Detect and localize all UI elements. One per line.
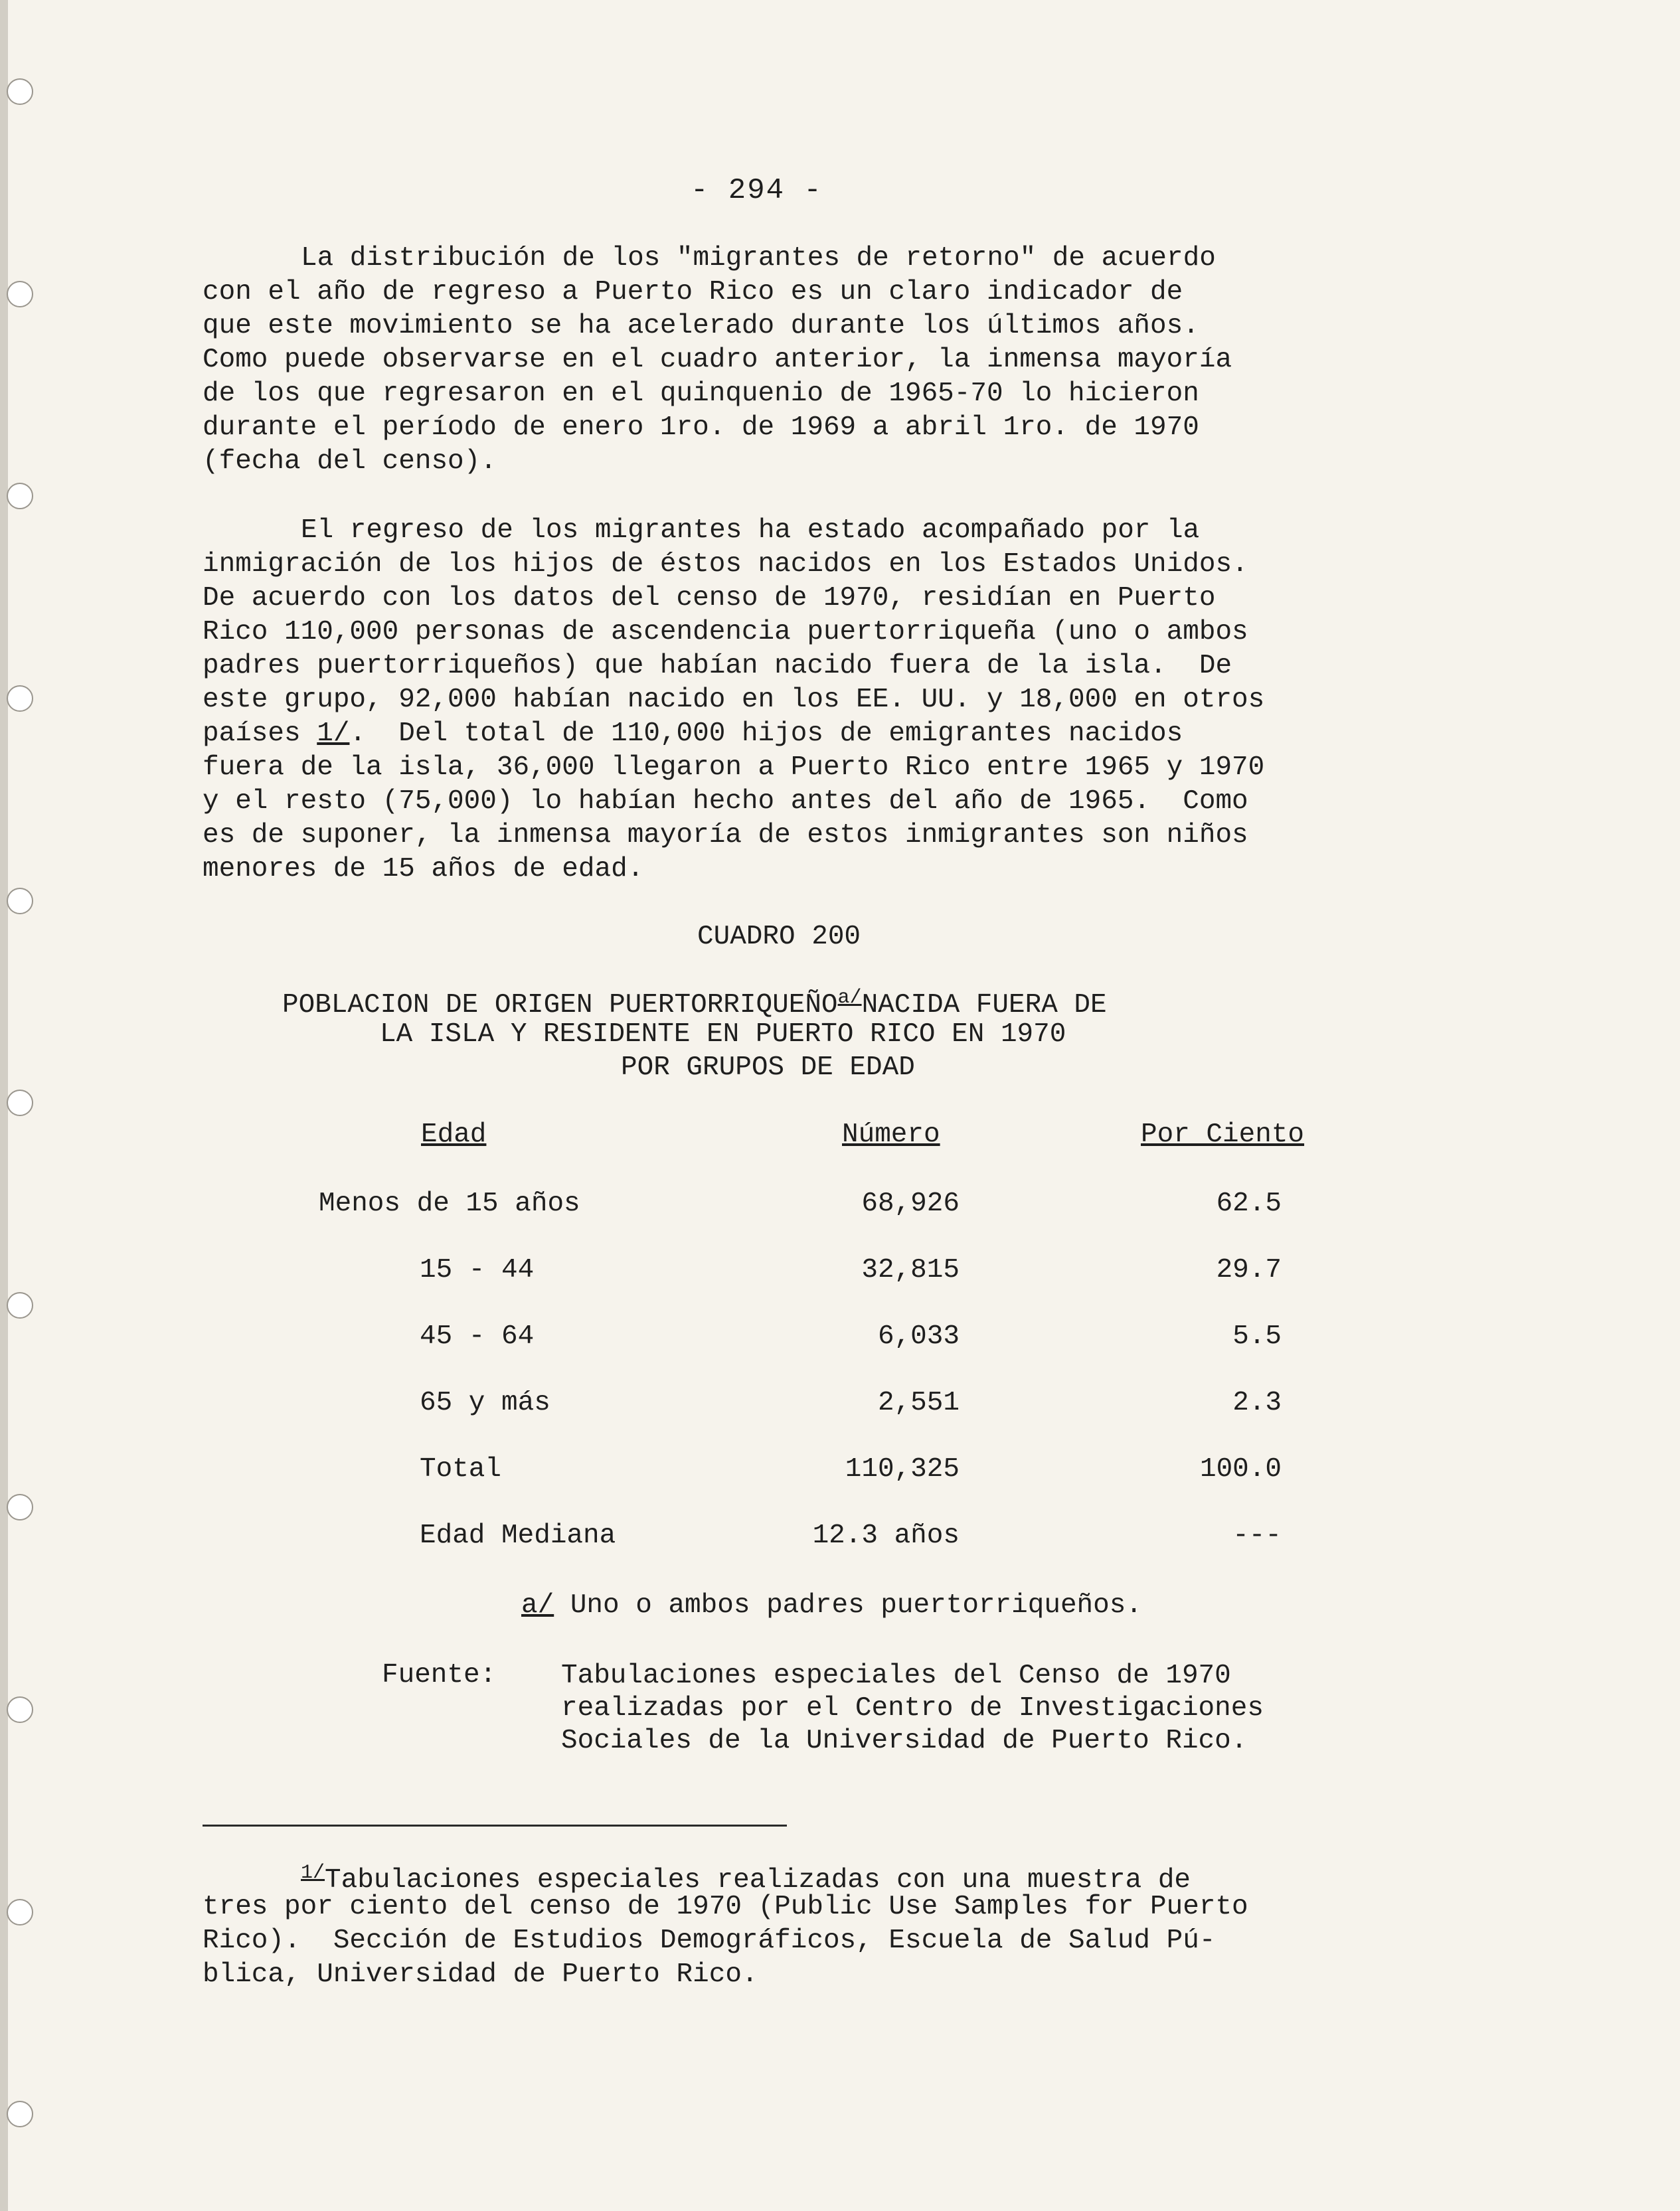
table-row [0, 1188, 1680, 1228]
binder-hole [7, 1696, 33, 1723]
footnote-text: Tabulaciones especiales realizadas con una muestra de [325, 1865, 1191, 1896]
binder-hole [7, 1899, 33, 1925]
binder-hole [7, 2101, 33, 2127]
cell-numero: 110,325 [845, 1454, 960, 1485]
source-line: Sociales de la Universidad de Puerto Rico. [561, 1726, 1248, 1756]
cell-edad: 65 y más [420, 1388, 550, 1418]
column-header-por-ciento: Por Ciento [1141, 1119, 1305, 1150]
paragraph-line: fuera de la isla, 36,000 llegaron a Puerto Rico entre 1965 y 1970 [203, 752, 1265, 783]
paragraph-line: es de suponer, la inmensa mayoría de estos inmigrantes son niños [203, 820, 1248, 851]
cell-edad: 45 - 64 [420, 1321, 535, 1352]
cell-por-ciento: 29.7 [1216, 1255, 1282, 1285]
paragraph-line: que este movimiento se ha acelerado durante los últimos años. [203, 311, 1199, 341]
paragraph-line: y el resto (75,000) lo habían hecho antes del año de 1965. Como [203, 786, 1248, 817]
binder-hole [7, 1494, 33, 1520]
binder-hole [7, 685, 33, 712]
source-label: Fuente: [382, 1660, 497, 1690]
paragraph-line: inmigración de los hijos de éstos nacidos en los Estados Unidos. [203, 549, 1248, 580]
footnote-reference: 1/ [317, 718, 350, 749]
note-text: Uno o ambos padres puertorriqueños. [554, 1590, 1142, 1621]
column-header-numero: Número [842, 1119, 940, 1150]
footnote-line: tres por ciento del censo de 1970 (Public Use Samples for Puerto [203, 1892, 1248, 1922]
footnote-marker: 1/ [301, 1862, 325, 1884]
paragraph-line: de los que regresaron en el quinquenio de 1965-70 lo hicieron [203, 378, 1199, 409]
paragraph-line: padres puertorriqueños) que habían nacido fuera de la isla. De [203, 651, 1232, 681]
paragraph-line: durante el período de enero 1ro. de 1969 a abril 1ro. de 1970 [203, 412, 1199, 443]
table-title-line: LA ISLA Y RESIDENTE EN PUERTO RICO EN 1970 [380, 1019, 1066, 1050]
binder-hole [7, 1292, 33, 1319]
cell-edad: Edad Mediana [420, 1520, 616, 1551]
cell-numero: 32,815 [861, 1255, 960, 1285]
source-line: Tabulaciones especiales del Censo de 1970 [561, 1661, 1231, 1691]
footnote-divider [203, 1825, 787, 1827]
table-row [0, 1321, 1680, 1361]
cell-numero: 68,926 [861, 1188, 960, 1219]
table-row [0, 1388, 1680, 1428]
cell-numero: 12.3 años [812, 1520, 960, 1551]
cell-numero: 6,033 [877, 1321, 960, 1352]
line-text: países [203, 718, 317, 749]
column-header-edad: Edad [421, 1119, 487, 1150]
table-note [521, 1590, 1142, 1621]
line-text: . Del total de 110,000 hijos de emigrantes nacidos [349, 718, 1183, 749]
cell-por-ciento: 2.3 [1232, 1388, 1282, 1418]
paragraph-line: menores de 15 años de edad. [203, 854, 644, 884]
paragraph-line [203, 717, 1517, 751]
source-text [561, 1660, 1264, 1758]
cell-por-ciento: 100.0 [1199, 1454, 1282, 1485]
binder-hole [7, 281, 33, 307]
footnote-line [203, 1856, 1517, 1896]
footnote-line: blica, Universidad de Puerto Rico. [203, 1959, 758, 1990]
source-line: realizadas por el Centro de Investigaciones [561, 1693, 1264, 1724]
footnote [203, 1856, 1517, 1992]
binder-hole [7, 1090, 33, 1116]
paragraph-line: con el año de regreso a Puerto Rico es un claro indicador de [203, 277, 1183, 307]
table-label: CUADRO 200 [697, 922, 861, 952]
page-number: - 294 - [691, 174, 823, 207]
paragraph-line: Como puede observarse en el cuadro anterior, la inmensa mayoría [203, 345, 1232, 375]
cell-edad: 15 - 44 [420, 1255, 535, 1285]
cell-por-ciento: --- [1232, 1520, 1282, 1551]
cell-por-ciento: 62.5 [1216, 1188, 1282, 1219]
binder-hole [7, 483, 33, 509]
note-marker: a/ [521, 1590, 554, 1621]
table-row [0, 1255, 1680, 1295]
paragraph-line: El regreso de los migrantes ha estado acompañado por la [301, 515, 1200, 546]
title-text: POBLACION DE ORIGEN PUERTORRIQUEÑO [282, 990, 838, 1021]
table-row-total [0, 1454, 1680, 1494]
title-text: NACIDA FUERA DE [861, 990, 1107, 1021]
paragraph-line: La distribución de los "migrantes de retorno" de acuerdo [301, 243, 1216, 274]
binder-hole [7, 78, 33, 105]
binder-hole [7, 888, 33, 914]
paragraph-line: este grupo, 92,000 habían nacido en los EE. UU. y 18,000 en otros [203, 685, 1265, 715]
cell-edad: Total [420, 1454, 502, 1485]
table-row-median [0, 1520, 1680, 1560]
paragraph-line: (fecha del censo). [203, 446, 497, 477]
paragraph-line: Rico 110,000 personas de ascendencia puertorriqueña (uno o ambos [203, 617, 1248, 647]
table-title-line [282, 987, 1107, 1021]
title-note-marker: a/ [837, 987, 862, 1009]
footnote-line: Rico). Sección de Estudios Demográficos, Escuela de Salud Pú- [203, 1925, 1216, 1956]
cell-por-ciento: 5.5 [1232, 1321, 1282, 1352]
paragraph-line: De acuerdo con los datos del censo de 1970, residían en Puerto [203, 583, 1216, 614]
paragraph-2 [203, 514, 1517, 886]
cell-numero: 2,551 [877, 1388, 960, 1418]
table-title-line: POR GRUPOS DE EDAD [621, 1052, 915, 1083]
cell-edad: Menos de 15 años [319, 1188, 580, 1219]
paragraph-1 [203, 242, 1517, 479]
